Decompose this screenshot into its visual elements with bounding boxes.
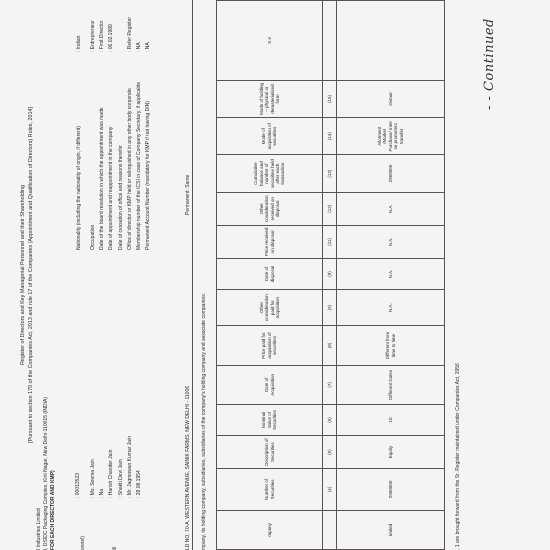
col-number	[323, 510, 337, 549]
nationality-value: : Indian	[76, 35, 82, 52]
cell-other-acq: N.A.	[337, 290, 445, 326]
col-header-price-acq: Price paid for acquisition of securities	[217, 326, 323, 365]
col-header-date-acq: Date of Acquisition	[217, 365, 323, 404]
office-held-value: : Refer Register	[127, 16, 133, 52]
col-number: (8)	[323, 326, 337, 365]
col-number: (12)	[323, 192, 337, 225]
office-held-label: Office of director or KMP held or relinquished in any other body corporate	[127, 88, 133, 250]
label-partial-1: onnel)	[80, 536, 86, 550]
company-address: l, DSIDC Packaging Complex, Kirti Nagar, New Delhi-110015 (INDIA)	[43, 396, 49, 550]
table-row	[337, 1, 445, 550]
cell-nominal: 10	[337, 405, 445, 436]
col-header-other-disp: Other consideration received on disposal	[217, 192, 323, 225]
col-number: (9)	[323, 290, 337, 326]
col-header-description: Description of Securities	[217, 436, 323, 469]
col-number: (9)	[323, 258, 337, 289]
col-number: (13)	[323, 155, 337, 192]
cell-cumulative: 2960000	[337, 155, 445, 192]
appointment-date-label: Date of appointment and reappointment in the company	[108, 126, 114, 250]
col-number: (6)	[323, 405, 337, 436]
table-number-row	[323, 1, 337, 550]
nationality-label: Nationality (including the nationality of origin, if different)	[76, 126, 82, 250]
col-header-nominal: Nominal Value of Securities	[217, 405, 323, 436]
occupation-value: : Entrepreneur	[90, 20, 96, 52]
cell-company: imited	[337, 510, 445, 549]
col-header-other-acq: Other consideration paid for acquisition	[217, 290, 323, 326]
icsi-value: : NA	[136, 42, 142, 52]
col-header-number: Number of Securities	[217, 469, 323, 510]
cell-date-acq: Different Dates	[337, 365, 445, 404]
col-number	[323, 1, 337, 81]
col-header-mode-holding: Mode of holding – physical or dematerialized form	[217, 80, 323, 117]
dob-value: : 28.08.1954	[136, 470, 142, 498]
din-value: : 00013523	[75, 472, 81, 498]
section-label: FOR EACH DIRECTOR AND KMP)	[50, 470, 56, 550]
permanent-address: Permanent: Same	[185, 174, 191, 215]
cell-number: 2960000	[337, 469, 445, 510]
col-number: (7)	[323, 365, 337, 404]
father-value: : Harish Chander Jain	[108, 449, 114, 498]
securities-table	[216, 0, 445, 550]
footer-note: , 1 are brought forward from the Sr. Register maintained under Companies Act, 1956	[455, 363, 461, 550]
section-heading: mpany, its holding company, subsidiaries, subsidiaries of the company's holding company and associate companies:	[201, 292, 207, 550]
mother-value: : Shakti Devi Jain	[118, 459, 124, 498]
col-header-date-disp: Date of disposal	[217, 258, 323, 289]
cell-description: Equity	[337, 436, 445, 469]
guardian-value: : Mr. Jagmowan Kumar Jain	[127, 436, 133, 498]
pan-label: Permanent Account Number (mandatory for KMP if not having DIN)	[145, 101, 151, 250]
col-number: (14)	[323, 118, 337, 155]
register-subtitle: [Pursuant to section 170 of the Companies Act, 2013 and rule 17 of the Companies (Appointment and Qualification of Directors) Rules, 2014]	[28, 107, 34, 443]
handwritten-continued: - - Continued	[482, 18, 497, 110]
col-header-price-disp: Price received on disposal	[217, 225, 323, 258]
col-header-cumulative: Cumulative balance and number of securities held after each transaction	[217, 155, 323, 192]
register-title: Register of Directors and Key Managerial Personnel and their Shareholding	[20, 184, 26, 366]
present-address: LD NO. 70-A, WESTERN AVENUE, SAINIK FARMS, NEW DELHI - 1100€	[185, 385, 191, 550]
company-name: l Industries Limited	[36, 508, 42, 550]
cell-price-acq: Different from time to time	[337, 326, 445, 365]
spouse-alt-value: : Na	[99, 488, 105, 498]
col-header-extra: S e	[217, 1, 323, 81]
pan-value: : NA	[145, 42, 151, 52]
divider-line	[192, 0, 193, 550]
table-header-row	[217, 1, 323, 550]
col-header-company: mpany	[217, 510, 323, 549]
cell-other-disp: N.A.	[337, 192, 445, 225]
cell-mode-holding: Demat	[337, 80, 445, 117]
cessation-label: Date of cessation of office and reasons therefor	[118, 145, 124, 250]
cell-price-disp: N.A.	[337, 225, 445, 258]
icsi-label: Membership number of the ICSI in case of Company Secretary, if applicable	[136, 81, 142, 250]
cell-date-disp: N.A.	[337, 258, 445, 289]
occupation-label: Occupation	[90, 224, 96, 250]
spouse-value: : Ms. Seema Jain	[90, 459, 96, 498]
col-number: (5)	[323, 436, 337, 469]
cell-mode-acq: Allotment /Market Purchase/ Inter se promoters transfer	[337, 118, 445, 155]
board-resolution-label: Date of the board resolution in which the appointment was made	[99, 107, 105, 250]
cell-extra	[337, 1, 445, 81]
col-number: (4)	[323, 469, 337, 510]
col-number: (11)	[323, 225, 337, 258]
board-resolution-value: : First Director	[99, 20, 105, 52]
label-partial-2: ill	[112, 546, 118, 550]
col-header-mode-acq: Mode of acquisition of securities	[217, 118, 323, 155]
col-number: (15)	[323, 80, 337, 117]
appointment-date-value: : 06.02.1989	[108, 24, 114, 52]
